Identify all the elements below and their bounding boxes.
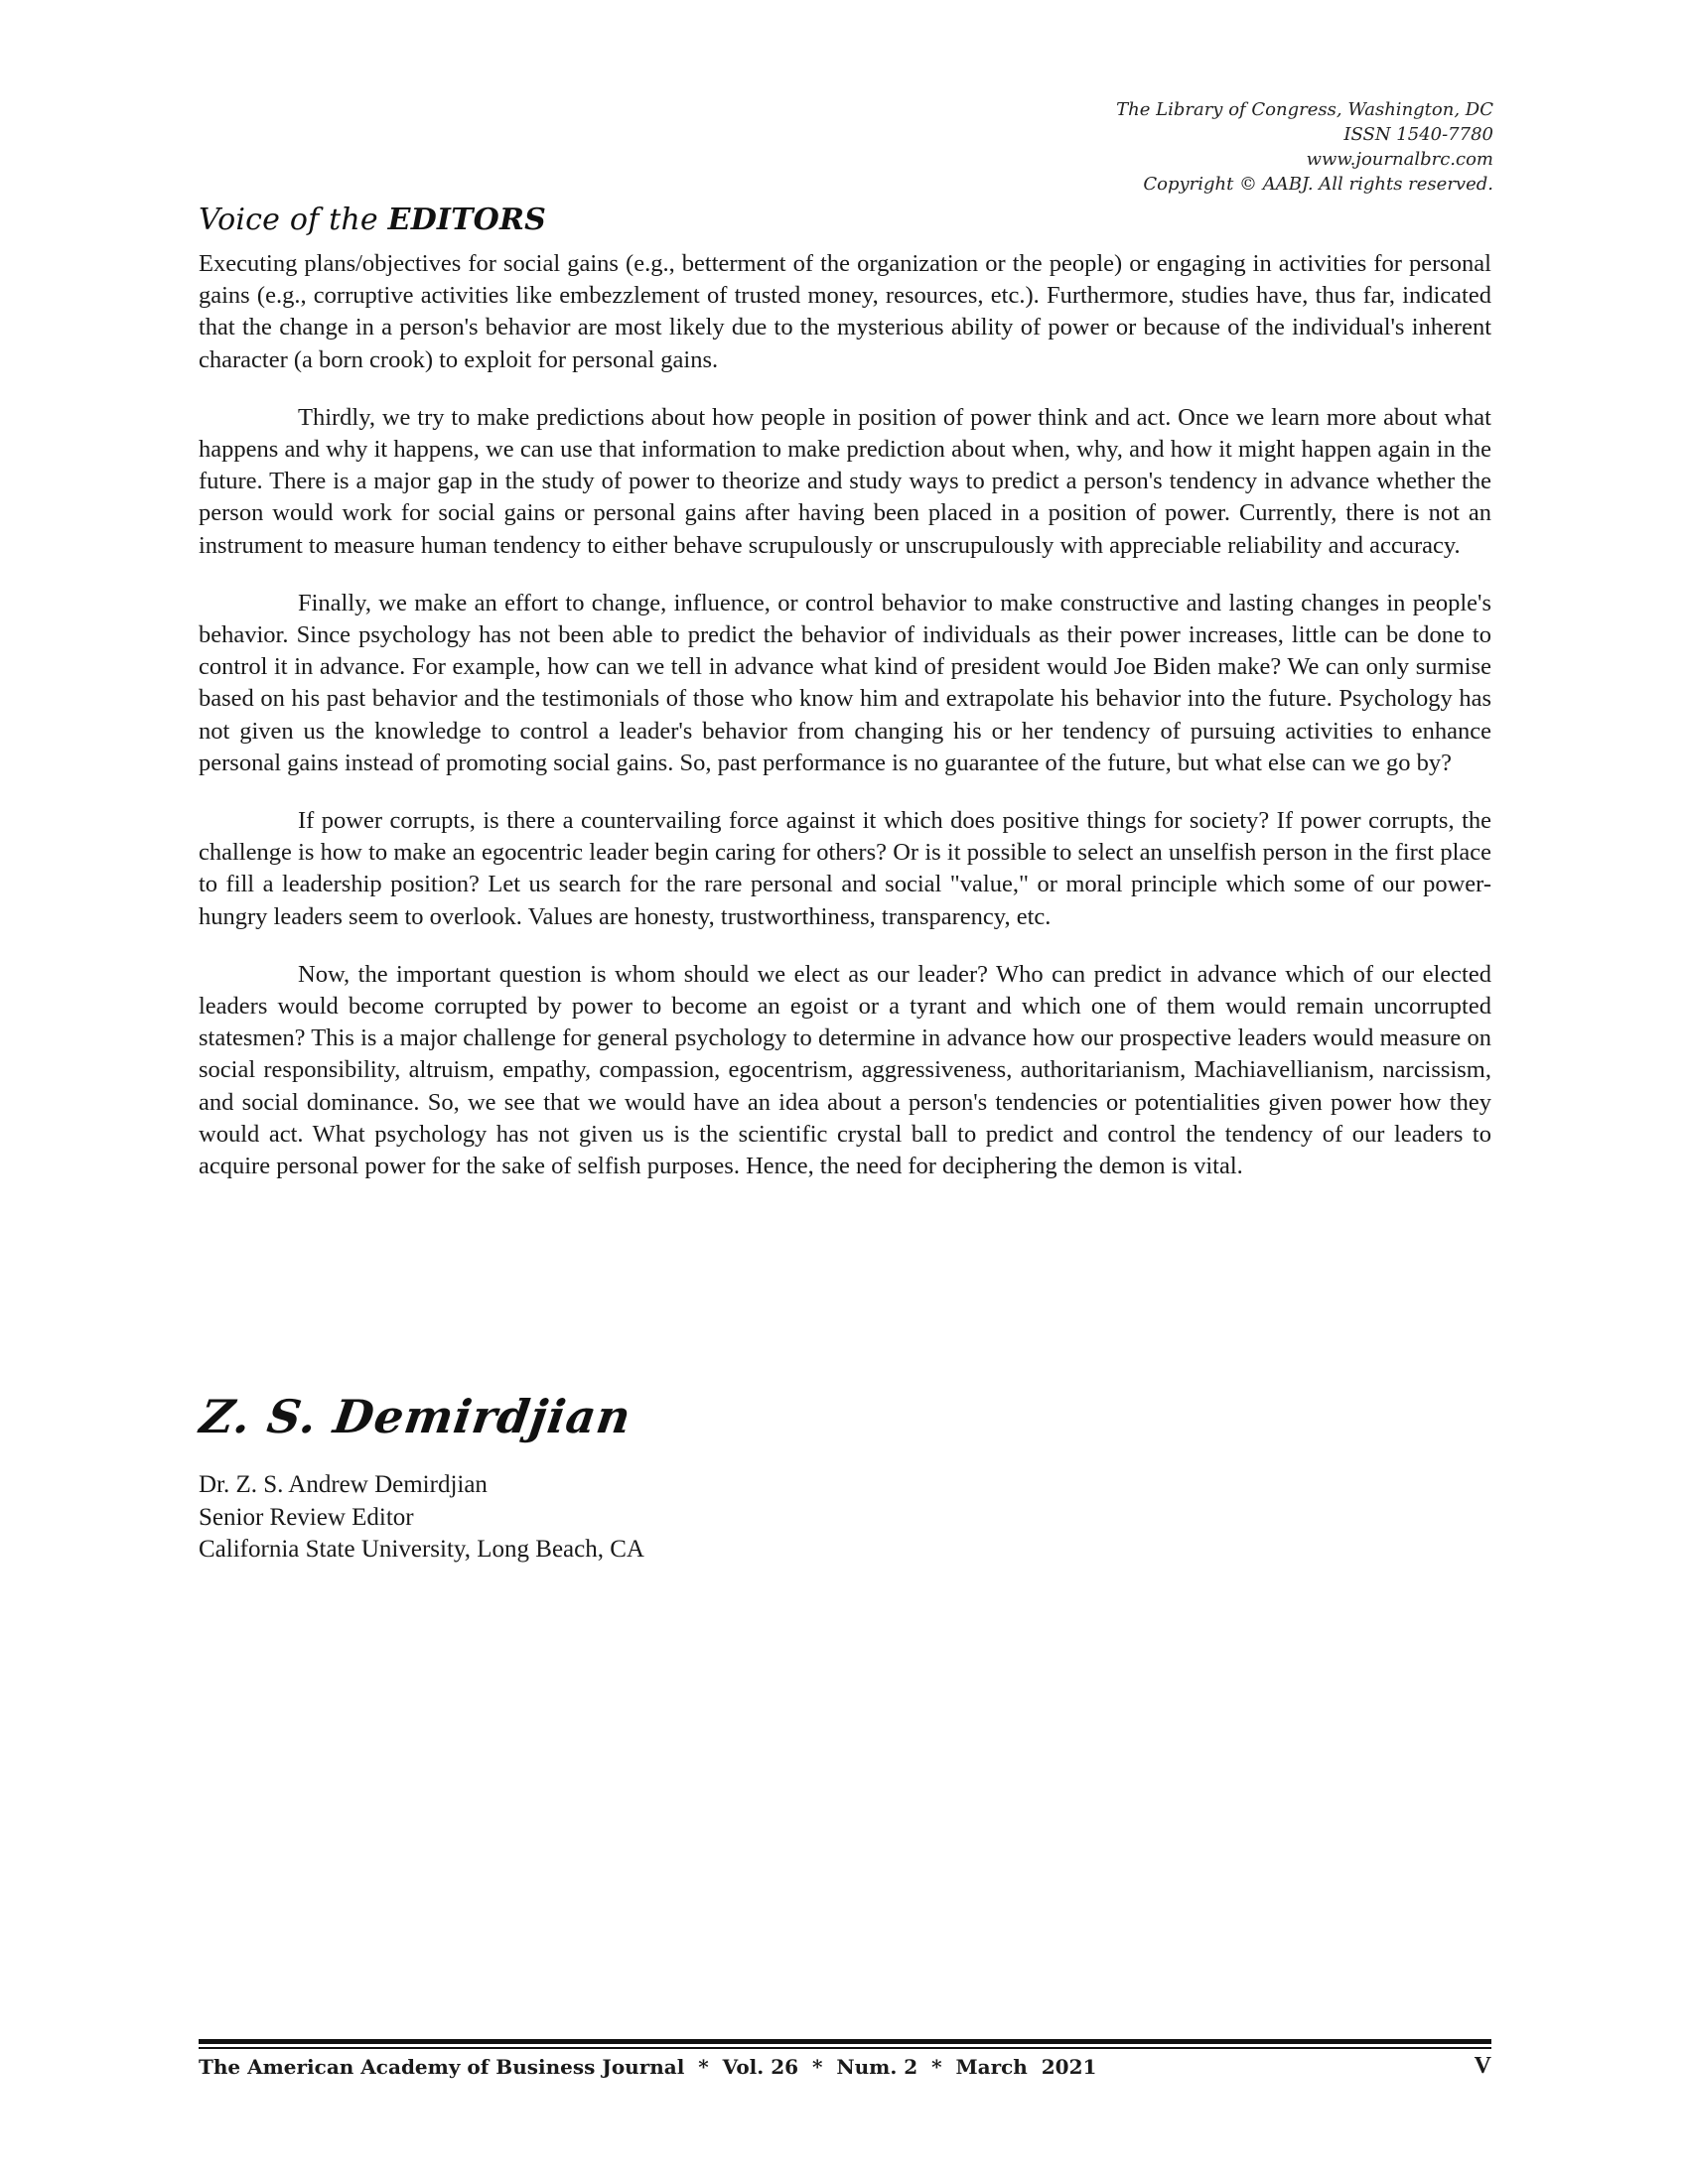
footer-journal-info: The American Academy of Business Journal * Vol. 26 * Num. 2 * March 2021	[199, 2054, 1097, 2079]
header-library: The Library of Congress, Washington, DC	[1116, 99, 1493, 120]
page-header	[1116, 97, 1493, 197]
handwritten-signature: Z. S. Demirdjian	[197, 1390, 635, 1443]
header-website: www.journalbrc.com	[1306, 149, 1493, 170]
page-footer	[199, 2053, 1491, 2080]
author-affiliation: California State University, Long Beach, CA	[199, 1536, 644, 1563]
paragraph-2: Thirdly, we try to make predictions about how people in position of power think and act. Once we learn more about what happens and why it happens, we can use that information to make prediction about when, why, and how it might happen again in the future. There is a major gap in the study of power to theorize and study ways to predict a person's tendency in advance whether the person would work for social gains or personal gains after having been placed in a position of power. Currently, there is not an instrument to measure human tendency to either behave scrupulously or unscrupulously with appreciable reliability and accuracy.	[199, 403, 1491, 559]
paragraph-1: Executing plans/objectives for social gains (e.g., betterment of the organization or the people) or engaging in activities for personal gains (e.g., corruptive activities like embezzlement of trusted money, resources, etc.). Furthermore, studies have, thus far, indicated that the change in a person's behavior are most likely due to the mysterious ability of power or because of the individual's inherent character (a born crook) to exploit for personal gains.	[199, 250, 1491, 373]
paragraph-5: Now, the important question is whom should we elect as our leader? Who can predict in advance which of our elected leaders would become corrupted by power to become an egoist or a tyrant and which one of them would remain uncorrupted statesmen? This is a major challenge for general psychology to determine in advance how our prospective leaders would measure on social responsibility, altruism, empathy, compassion, egocentrism, aggressiveness, authoritarianism, Machiavellianism, narcissism, and social dominance. So, we see that we would have an idea about a person's tendencies or potentialities given power how they would act. What psychology has not given us is the scientific crystal ball to predict and control the tendency of our leaders to acquire personal power for the sake of selfish purposes. Hence, the need for deciphering the demon is vital.	[199, 960, 1491, 1180]
paragraph-3: Finally, we make an effort to change, influence, or control behavior to make constructive and lasting changes in people's behavior. Since psychology has not been able to predict the behavior of individuals as their power increases, little can be done to control it in advance. For example, how can we tell in advance what kind of president would Joe Biden make? We can only surmise based on his past behavior and the testimonials of those who know him and extrapolate his behavior into the future. Psychology has not given us the knowledge to control a leader's behavior from changing his or her tendency of pursuing activities to enhance personal gains instead of promoting social gains. So, past performance is no guarantee of the future, but what else can we go by?	[199, 589, 1491, 776]
author-title: Senior Review Editor	[199, 1503, 414, 1531]
footer-rule	[199, 2039, 1491, 2049]
section-title	[199, 203, 546, 237]
page-number: V	[1474, 2053, 1491, 2079]
section-title-prefix: Voice of the	[199, 203, 388, 237]
section-title-editors: EDITORS	[387, 203, 547, 237]
signature-block	[199, 1469, 644, 1567]
author-name: Dr. Z. S. Andrew Demirdjian	[199, 1471, 488, 1498]
header-issn: ISSN 1540-7780	[1343, 124, 1493, 145]
article-body	[199, 248, 1491, 1208]
header-copyright: Copyright © AABJ. All rights reserved.	[1143, 174, 1493, 195]
paragraph-4: If power corrupts, is there a countervailing force against it which does positive things for society? If power corrupts, the challenge is how to make an egocentric leader begin caring for others? Or is it possible to select an unselfish person in the first place to fill a leadership position? Let us search for the rare personal and social "value," or moral principle which some of our power-hungry leaders seem to overlook. Values are honesty, trustworthiness, transparency, etc.	[199, 807, 1491, 930]
